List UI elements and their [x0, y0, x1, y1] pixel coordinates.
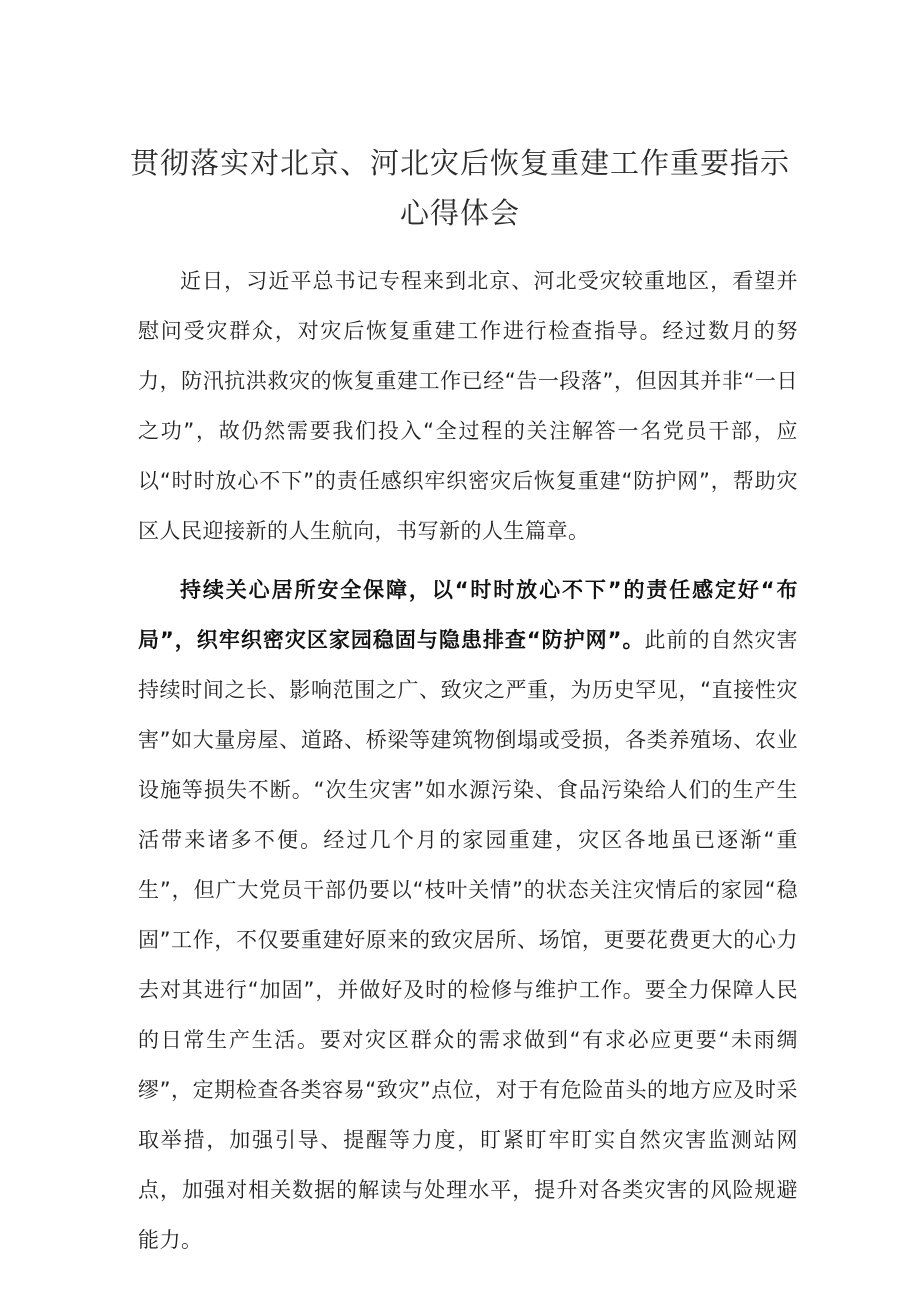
paragraph-intro — [138, 256, 798, 556]
paragraph-2-text — [138, 565, 798, 1265]
title-line-1: 贯彻落实对北京、河北灾后恢复重建工作重要指示 — [129, 146, 790, 180]
paragraph-2-body: 此前的自然灾害持续时间之长、影响范围之广、致灾之严重，为历史罕见，“直接性灾害”如大量房屋、道路、桥梁等建筑物倒塌或受损，各类养殖场、农业设施等损失不断。“次生灾害”如水源污染、食品污染给人们的生产生活带来诸多不便。经过几个月的家园重建，灾区各地虽已逐渐“重生”，但广大党员干部仍要以“枝叶关情”的状态关注灾情后的家园“稳固”工作，不仅要重建好原来的致灾居所、场馆，更要花费更大的心力去对其进行“加固”，并做好及时的检修与维护工作。要全力保障人民的日常生产生活。要对灾区群众的需求做到“有求必应更要“未雨绸缪”，定期检查各类容易“致灾”点位，对于有危险苗头的地方应及时采取举措，加强引导、提醒等力度，盯紧盯牢盯实自然灾害监测站网点，加强对相关数据的解读与处理水平，提升对各类灾害的风险规避能力。 — [138, 628, 799, 1252]
paragraph-1-text: 近日，习近平总书记专程来到北京、河北受灾较重地区，看望并慰问受灾群众，对灾后恢复重建工作进行检查指导。经过数月的努力，防汛抗洪救灾的恢复重建工作已经“告一段落”，但因其并非“一日之功”，故仍然需要我们投入“全过程的关注解答一名党员干部，应以“时时放心不下”的责任感织牢织密灾后恢复重建“防护网”，帮助灾区人民迎接新的人生航向，书写新的人生篇章。 — [138, 269, 798, 543]
document-title — [100, 138, 820, 238]
paragraph-2-lead-heading: 持续关心居所安全保障，以“时时放心不下”的责任感定好“布局”，织牢织密灾区家园稳固与隐患排查“防护网”。 — [138, 578, 798, 652]
title-line-2: 心得体会 — [399, 196, 520, 230]
paragraph-section-1 — [138, 565, 798, 1265]
